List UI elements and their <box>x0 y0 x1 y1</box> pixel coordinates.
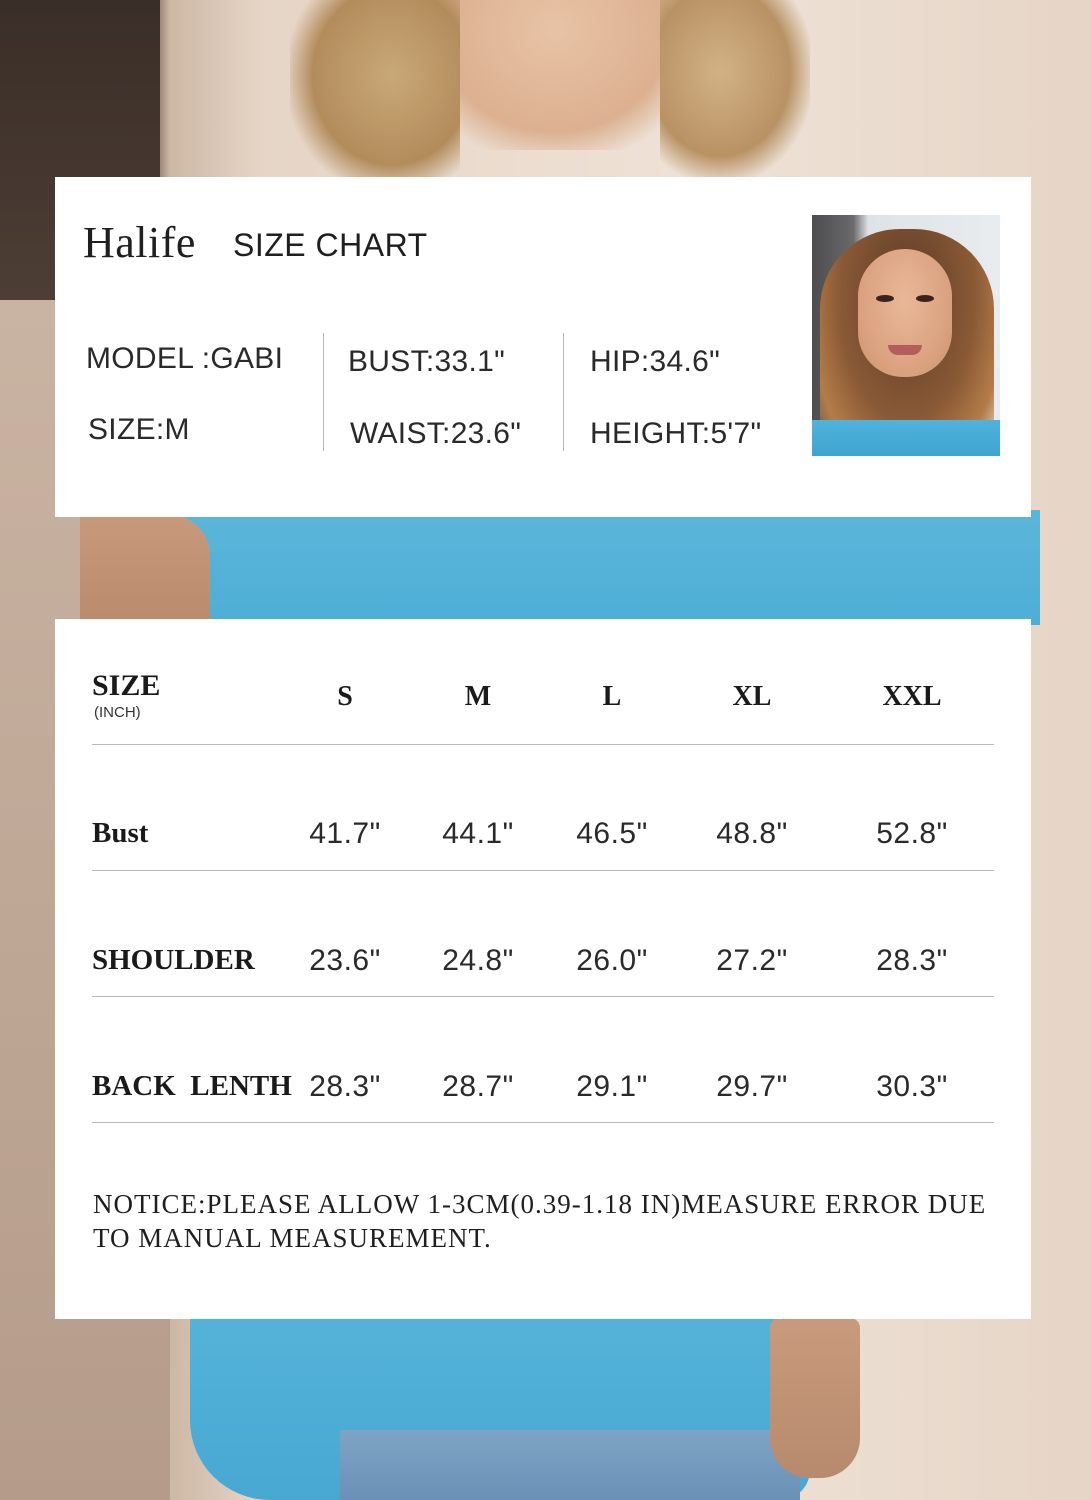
table-cell: 28.3" <box>876 944 948 977</box>
table-cell: 41.7" <box>309 817 381 850</box>
model-chin <box>420 0 690 150</box>
model-hair-left <box>290 0 460 190</box>
divider <box>563 333 564 451</box>
model-photo-shirt <box>812 420 1000 456</box>
table-cell: 24.8" <box>442 944 514 977</box>
table-cell: 52.8" <box>876 817 948 850</box>
size-table-card <box>55 619 1031 1319</box>
table-cell: 28.7" <box>442 1070 514 1103</box>
table-cell: 48.8" <box>716 817 788 850</box>
model-hair-right <box>660 0 810 180</box>
model-hip: HIP:34.6" <box>590 345 721 378</box>
table-cell: 27.2" <box>716 944 788 977</box>
table-cell: 23.6" <box>309 944 381 977</box>
table-cell: 26.0" <box>576 944 648 977</box>
table-divider <box>92 996 994 997</box>
model-photo-eye <box>916 295 934 302</box>
divider <box>323 333 324 451</box>
table-divider <box>92 870 994 871</box>
model-bust: BUST:33.1" <box>348 345 506 378</box>
row-label-back-length: BACK LENTH <box>92 1070 292 1102</box>
size-header-label: SIZE <box>92 669 161 702</box>
model-size: SIZE:M <box>88 413 190 446</box>
model-info-card <box>55 177 1031 517</box>
table-cell: 30.3" <box>876 1070 948 1103</box>
table-cell: 28.3" <box>309 1070 381 1103</box>
row-label-bust: Bust <box>92 817 149 849</box>
model-photo-eye <box>876 295 894 302</box>
model-hand <box>770 1318 860 1478</box>
row-label-shoulder: SHOULDER <box>92 944 255 976</box>
table-cell: 44.1" <box>442 817 514 850</box>
model-photo <box>812 215 1000 456</box>
table-cell: 46.5" <box>576 817 648 850</box>
size-column-l: L <box>602 681 622 712</box>
model-arm <box>80 515 210 625</box>
table-cell: 29.1" <box>576 1070 648 1103</box>
model-photo-face <box>858 249 952 377</box>
measurement-notice: NOTICE:PLEASE ALLOW 1-3CM(0.39-1.18 IN)MEASURE ERROR DUE TO MANUAL MEASUREMENT. <box>93 1189 987 1253</box>
model-height: HEIGHT:5'7" <box>590 417 762 450</box>
size-column-m: M <box>464 681 492 712</box>
model-jeans <box>340 1430 800 1500</box>
table-divider <box>92 1122 994 1123</box>
model-waist: WAIST:23.6" <box>350 417 522 450</box>
size-column-xl: XL <box>732 681 772 712</box>
brand-logo: Halife <box>83 218 196 267</box>
table-divider <box>92 744 994 745</box>
table-cell: 29.7" <box>716 1070 788 1103</box>
size-header-unit: (INCH) <box>94 704 141 721</box>
chart-title: SIZE CHART <box>233 227 428 263</box>
model-name: MODEL :GABI <box>86 342 284 375</box>
size-column-xxl: XXL <box>882 681 942 712</box>
model-photo-lips <box>888 345 922 355</box>
size-column-s: S <box>337 681 353 712</box>
model-shirt <box>80 510 1040 625</box>
